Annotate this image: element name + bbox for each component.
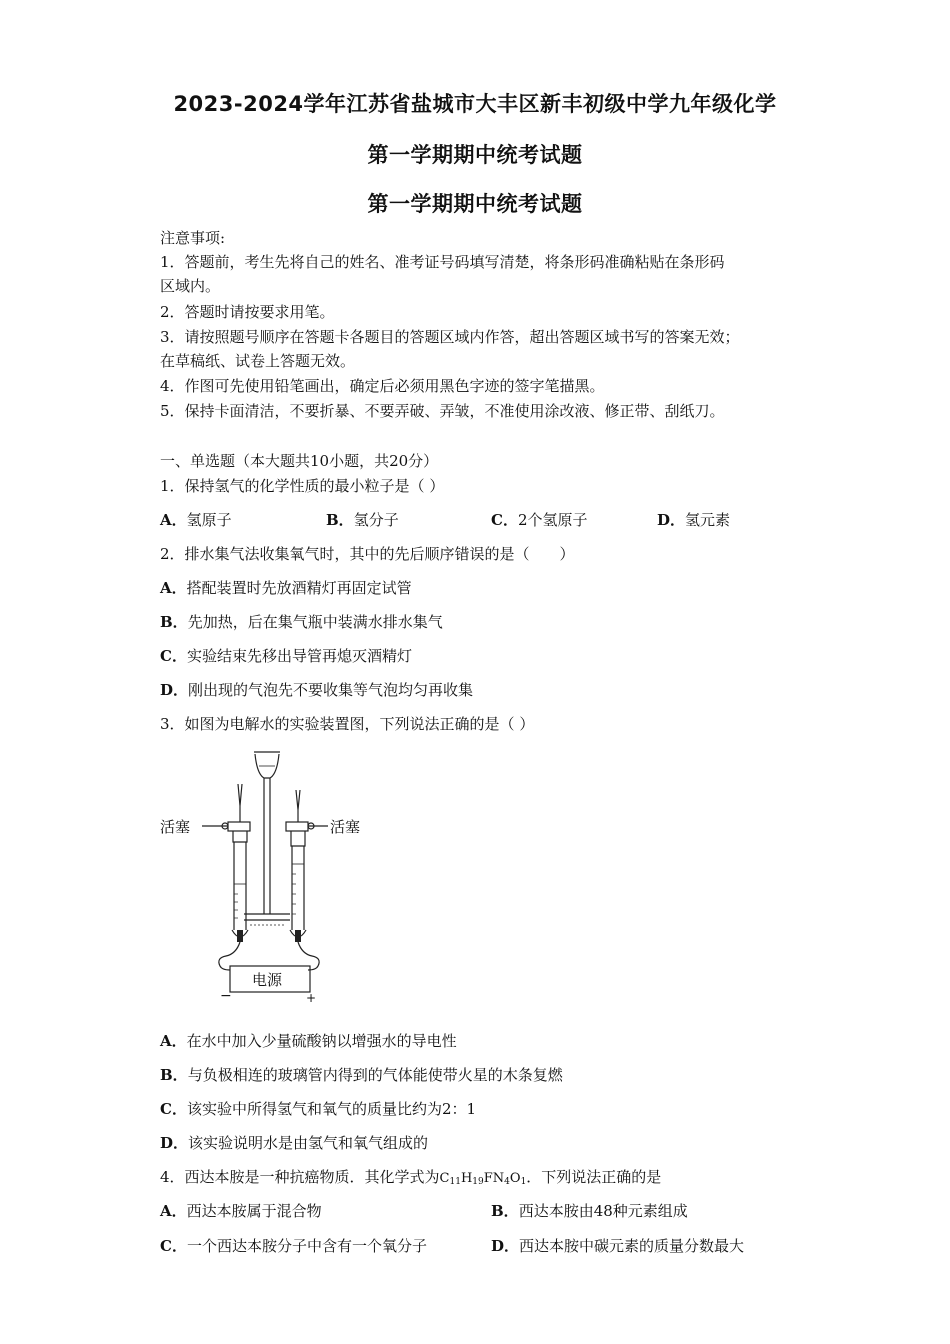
- left-stopper-label: 活塞: [160, 818, 191, 836]
- notice-item-4: 4．作图可先使用铅笔画出，确定后必须用黑色字迹的签字笔描黑。: [160, 377, 605, 395]
- q4-stem: 4．西达本胺是一种抗癌物质．其化学式为$C_{11}H_{19}FN_4O_1$．下列说法正确的是: [160, 1168, 662, 1187]
- notice-item-3: 3．请按照题号顺序在答题卡各题目的答题区域内作答，超出答题区域书写的答案无效；: [160, 328, 740, 346]
- q3-option-b: B．与负极相连的玻璃管内得到的气体能使带火星的木条复燃: [160, 1066, 563, 1084]
- q4-option-d: D．西达本胺中碳元素的质量分数最大: [491, 1237, 745, 1255]
- q2-option-d: D．刚出现的气泡先不要收集等气泡均匀再收集: [160, 681, 474, 699]
- q4-option-a: A．西达本胺属于混合物: [160, 1202, 322, 1220]
- q3-option-c: C．该实验中所得氢气和氧气的质量比约为2：1: [160, 1100, 477, 1118]
- q3-stem: 3．如图为电解水的实验装置图，下列说法正确的是（ ）: [160, 715, 535, 733]
- q4-option-b: B．西达本胺由48种元素组成: [491, 1202, 688, 1220]
- q1-option-b: B．氢分子: [326, 511, 399, 529]
- q1-option-a: A．氢原子: [160, 511, 232, 529]
- notice-item-1-cont: 区域内。: [160, 277, 221, 295]
- title-line-1: 2023-2024学年江苏省盐城市大丰区新丰初级中学九年级化学: [173, 92, 777, 116]
- q2-option-b: B．先加热，后在集气瓶中装满水排水集气: [160, 613, 443, 631]
- chemical-formula: $C_{11}H_{19}FN_4O_1$: [439, 1171, 527, 1187]
- title-line-2: 第一学期期中统考试题: [367, 143, 583, 167]
- q1-option-c: C．2个氢原子: [491, 511, 588, 529]
- q1-option-d: D．氢元素: [657, 511, 731, 529]
- title-line-3: 第一学期期中统考试题: [367, 192, 583, 216]
- q3-option-a: A．在水中加入少量硫酸钠以增强水的导电性: [160, 1032, 457, 1050]
- q1-stem: 1．保持氢气的化学性质的最小粒子是（ ）: [160, 477, 445, 495]
- positive-terminal-sign: +: [306, 991, 317, 1005]
- q4-option-c: C．一个西达本胺分子中含有一个氧分子: [160, 1237, 427, 1255]
- section-heading: 一、单选题（本大题共10小题，共20分）: [160, 452, 439, 470]
- notice-item-2: 2．答题时请按要求用笔。: [160, 303, 335, 321]
- electrolysis-apparatus-figure: [158, 744, 373, 1006]
- notice-item-5: 5．保持卡面清洁，不要折暴、不要弄破、弄皱，不准使用涂改液、修正带、刮纸刀。: [160, 402, 725, 420]
- q2-option-a: A．搭配装置时先放酒精灯再固定试管: [160, 579, 412, 597]
- electrolysis-apparatus-drawing: [158, 744, 373, 1006]
- power-source-label: 电源: [252, 971, 283, 989]
- right-stopper-label: 活塞: [330, 818, 361, 836]
- q2-option-c: C．实验结束先移出导管再熄灭酒精灯: [160, 647, 412, 665]
- q3-option-d: D．该实验说明水是由氢气和氧气组成的: [160, 1134, 429, 1152]
- q2-stem: 2．排水集气法收集氧气时，其中的先后顺序错误的是（ ）: [160, 545, 575, 563]
- negative-terminal-sign: −: [220, 988, 232, 1004]
- notice-heading: 注意事项:: [160, 229, 226, 247]
- notice-item-1: 1．答题前，考生先将自己的姓名、准考证号码填写清楚，将条形码准确粘贴在条形码: [160, 253, 725, 271]
- notice-item-3-cont: 在草稿纸、试卷上答题无效。: [160, 352, 356, 370]
